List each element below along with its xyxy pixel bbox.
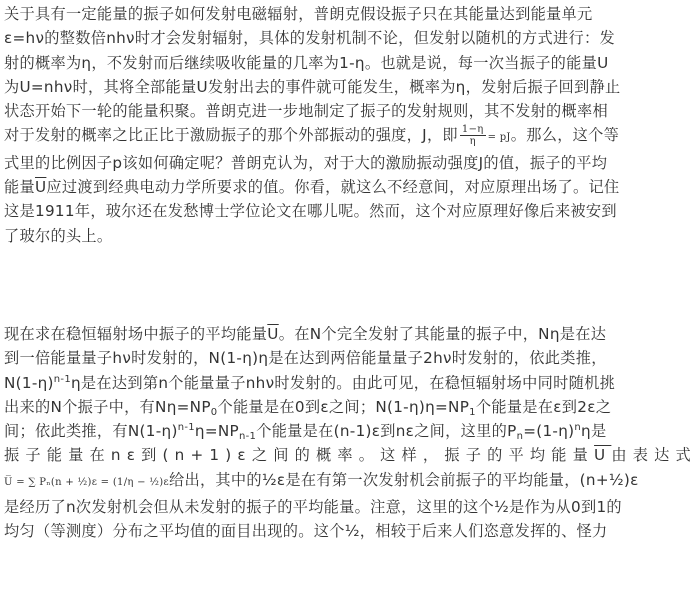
text-segment: η是 (581, 422, 607, 441)
text-line: 均匀（等测度）分布之平均值的面目出现的。这个½，相较于后来人们恣意发挥的、怪力 (4, 522, 608, 541)
inline-fraction-formula (460, 124, 486, 147)
text-segment: N(1-η) (4, 373, 54, 392)
text-segment: 个能量是在ε到2ε之 (475, 397, 612, 416)
text-segment: 由表达式 (611, 446, 697, 465)
text-line (4, 419, 636, 443)
subscript: n (516, 431, 524, 443)
text-segment: 间；依此类推，有N(1-η) (4, 422, 178, 441)
formula-rhs: = pJ (487, 132, 511, 144)
paragraph-2 (4, 322, 697, 544)
fraction-numerator: 1−η (461, 124, 484, 136)
text-line (4, 322, 636, 346)
superscript: n (574, 422, 582, 434)
subscript: 1 (469, 406, 476, 418)
paragraph-1 (4, 2, 636, 248)
text-line (4, 443, 697, 467)
text-segment: η=NP (194, 422, 239, 441)
text-segment: η是在达到第n个能量量子nhν时发射的。由此可见，在稳恒辐射场中同时随机挑 (71, 373, 616, 392)
superscript: n-1 (53, 373, 71, 385)
text-line: 关于具有一定能量的振子如何发射电磁辐射，普朗克假设振子只在其能量达到能量单元 (4, 5, 593, 23)
text-segment: 出来的N个振子中，有Nη=NP (4, 397, 211, 416)
text-line: 到一倍能量量子hν时发射的，N(1-η)η是在达到两倍能量量子2hν时发射的，依此类推， (4, 349, 607, 368)
text-line: 射的概率为η，不发射而后继续吸收能量的几率为1-η。也就是说，每一次当振子的能量U (4, 53, 609, 72)
text-segment: 个能量是在(n-1)ε到nε之间，这里的P (256, 422, 517, 441)
text-segment: 能量 (4, 178, 35, 197)
text-line: 了玻尔的头上。 (4, 226, 113, 245)
text-line: ε=hν的整数倍nhν时才会发射辐射，具体的发射机制不论，但发射以随机的方式进行：发 (4, 29, 615, 48)
superscript: n-1 (177, 422, 195, 434)
mean-energy-symbol: $\overline{U}$ (594, 446, 612, 465)
text-line: 这是1911年，玻尔还在发愁博士学位论文在哪儿呢。然而，这个对应原理好像后来被安到 (4, 202, 617, 221)
text-segment: 对于发射的概率之比正比于激励振子的那个外部振动的强度，J，即 (4, 126, 458, 145)
text-line: 是经历了n次发射机会但从未发射的振子的平均能量。注意，这里的这个½是作为从0到1的 (4, 498, 622, 517)
text-line: 为U=nhν时，其将全部能量U发射出去的事件就可能发生，概率为η，发射后振子回到静止 (4, 77, 621, 96)
mean-energy-symbol: $\overline{U}$ (267, 325, 279, 343)
text-line (4, 395, 636, 419)
text-segment: 给出，其中的½ε是在有第一次发射机会前振子的平均能量，(n+½)ε (168, 470, 639, 489)
text-segment: 现在求在稳恒辐射场中振子的平均能量 (4, 325, 268, 343)
text-segment: 。在N个完全发射了其能量的振子中，Nη是在达 (278, 325, 607, 343)
text-segment: 个能量是在0到ε之间；N(1-η)η=NP (217, 397, 470, 416)
fraction-denominator: η (469, 136, 476, 148)
text-line (4, 175, 636, 199)
subscript: 0 (210, 406, 218, 418)
text-segment: 。那么，这个等 (510, 126, 620, 145)
text-line (4, 371, 636, 395)
mean-energy-symbol: $\overline{U}$ (34, 178, 47, 197)
subscript: n-1 (238, 431, 257, 443)
text-segment: 应过渡到经典电动力学所要求的值。你看，就这么不经意间，对应原理出场了。记住 (46, 178, 620, 197)
text-line (4, 468, 639, 495)
text-segment: 振子能量在nε到(n+1)ε之间的概率。这样，振子的平均能量 (4, 446, 595, 465)
text-line: 式里的比例因子p该如何确定呢？普朗克认为，对于大的激励振动强度J的值，振子的平均 (4, 153, 608, 172)
text-line (4, 123, 636, 150)
mean-energy-formula: U̅ = ∑ Pₙ(n + ½)ε = (1/η − ½)ε (4, 476, 169, 488)
text-segment: =(1-η) (523, 422, 575, 441)
text-line: 状态开始下一轮的能量积聚。普朗克进一步地制定了振子的发射规则，其不发射的概率相 (4, 102, 609, 121)
